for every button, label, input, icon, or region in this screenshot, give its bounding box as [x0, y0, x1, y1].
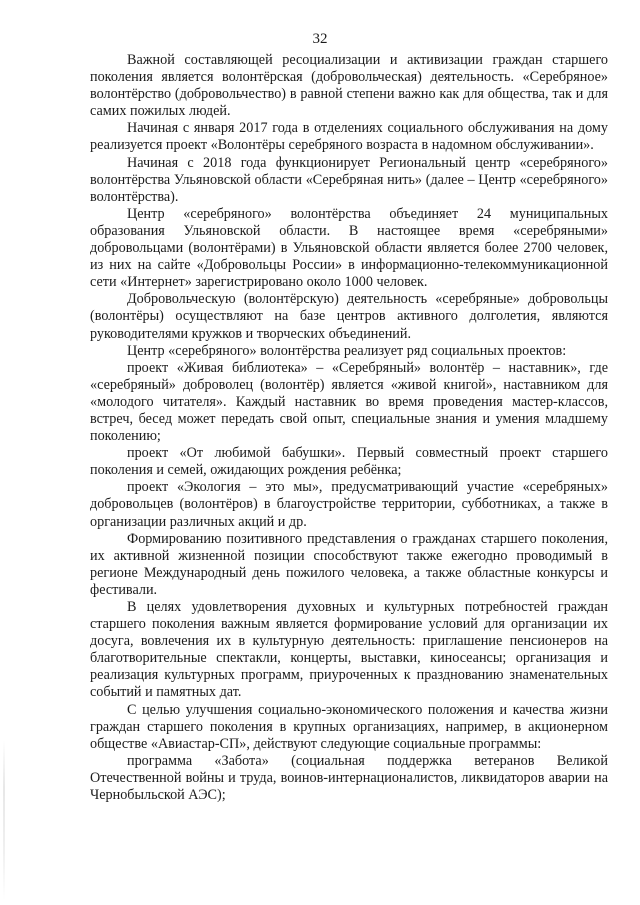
paragraph-regional-center-2018: Начиная с 2018 года функционирует Региональный центр «серебряного» волонтёрства Ульяновской области «Серебряная нить» (далее – Центр «серебряного» волонтёрства).: [90, 154, 608, 205]
paragraph-social-programs: С целью улучшения социально-экономического положения и качества жизни граждан старшего поколения в крупных организациях, например, в акционерном обществе «Авиастар-СП», действуют следующие социальные программы:: [90, 701, 608, 752]
paragraph-project-living-library: проект «Живая библиотека» – «Серебряный» волонтёр – наставник», где «серебряный» доброволец (волонтёр) является «живой книгой», наставником для «молодого читателя». Каждый наставник во время проведения мастер-классов, встреч, бесед может передать свой опыт, специальные знания и умения младшему поколению;: [90, 359, 608, 445]
paragraph-volunteering-intro: Важной составляющей ресоциализации и активизации граждан старшего поколения является волонтёрская (добровольческая) деятельность. «Серебряное» волонтёрство (добровольчество) в равной степени важно как для общества, так и для самих пожилых людей.: [90, 52, 608, 120]
paragraph-positive-image: Формированию позитивного представления о гражданах старшего поколения, их активной жизненной позиции способствуют также ежегодно проводимый в регионе Международный день пожилого человека, а также областные конкурсы и фестивали.: [90, 530, 608, 598]
paragraph-project-ecology: проект «Экология – это мы», предусматривающий участие «серебряных» добровольцев (волонтёров) в благоустройстве территории, субботниках, а также в организации различных акций и др.: [90, 479, 608, 530]
paragraph-center-statistics: Центр «серебряного» волонтёрства объединяет 24 муниципальных образования Ульяновской области. В настоящее время «серебряными» добровольцами (волонтёрами) в Ульяновской области является более 2700 человек, из них на сайте «Добровольцы России» в информационно-телекоммуникационной сети «Интернет» зарегистрировано около 1000 человек.: [90, 205, 608, 291]
document-body: [90, 52, 608, 804]
paragraph-volunteer-activity-base: Добровольческую (волонтёрскую) деятельность «серебряные» добровольцы (волонтёры) осуществляют на базе центров активного долголетия, являются руководителями кружков и творческих объединений.: [90, 291, 608, 342]
paragraph-cultural-needs: В целях удовлетворения духовных и культурных потребностей граждан старшего поколения важным является формирование условий для организации их досуга, вовлечения их в культурную деятельность: приглашение пенсионеров на благотворительные спектакли, концерты, выставки, киносеансы; организация и реализация культурных программ, приуроченных к празднованию знаменательных событий и памятных дат.: [90, 599, 608, 701]
paragraph-projects-intro: Центр «серебряного» волонтёрства реализует ряд социальных проектов:: [127, 342, 567, 359]
page-number: 32: [312, 31, 328, 47]
paragraph-project-2017: Начиная с января 2017 года в отделениях социального обслуживания на дому реализуется проект «Волонтёры серебряного возраста в надомном обслуживании».: [90, 120, 608, 154]
scan-edge-shadow: [3, 740, 5, 900]
paragraph-program-care: программа «Забота» (социальная поддержка ветеранов Великой Отечественной войны и труда, воинов-интернационалистов, ликвидаторов аварии на Чернобыльской АЭС);: [90, 752, 608, 804]
paragraph-project-beloved-grandma: проект «От любимой бабушки». Первый совместный проект старшего поколения и семей, ожидающих рождения ребёнка;: [90, 445, 608, 479]
